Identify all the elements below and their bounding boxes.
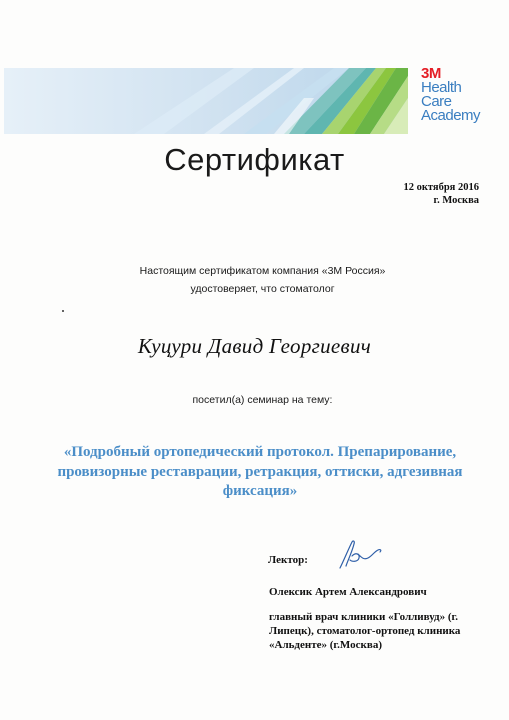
seminar-topic	[50, 443, 470, 502]
recipient-name: Куцури Давид Георгиевич	[137, 334, 372, 358]
banner-graphic	[4, 68, 408, 134]
certificate-title: Сертификат	[164, 142, 345, 177]
logo-brand: 3M	[421, 65, 441, 82]
decorative-banner	[4, 68, 408, 134]
lecturer-name: Олексик Артем Александрович	[269, 586, 427, 598]
topic-line: фиксация»	[222, 483, 298, 499]
intro-line-1: Настоящим сертификатом компания «3М Россия»	[139, 265, 386, 277]
logo-line-2: Care	[421, 93, 452, 110]
intro-line-2: удостоверяет, что стоматолог	[190, 283, 335, 295]
topic-line: «Подробный ортопедический протокол. Препарирование,	[63, 444, 457, 460]
issue-date: 12 октября 2016	[403, 182, 479, 193]
position-line: Липецк), стоматолог-ортопед клиника	[269, 625, 461, 637]
lector-label: Лектор:	[268, 554, 308, 566]
position-line: главный врач клиники «Голливуд» (г.	[269, 611, 459, 623]
stray-dot	[62, 310, 64, 312]
lecturer-signature	[332, 538, 388, 572]
attended-text: посетил(а) семинар на тему:	[192, 394, 333, 406]
topic-line: провизорные реставрации, ретракция, оттиски, адгезивная	[57, 463, 463, 480]
position-line: «Альденте» (г.Москва)	[269, 639, 382, 651]
issue-city: г. Москва	[433, 195, 479, 206]
logo-line-1: Health	[421, 79, 462, 96]
logo-line-3: Academy	[421, 107, 481, 124]
3m-health-care-academy-logo	[421, 66, 507, 123]
lecturer-position	[269, 610, 489, 652]
